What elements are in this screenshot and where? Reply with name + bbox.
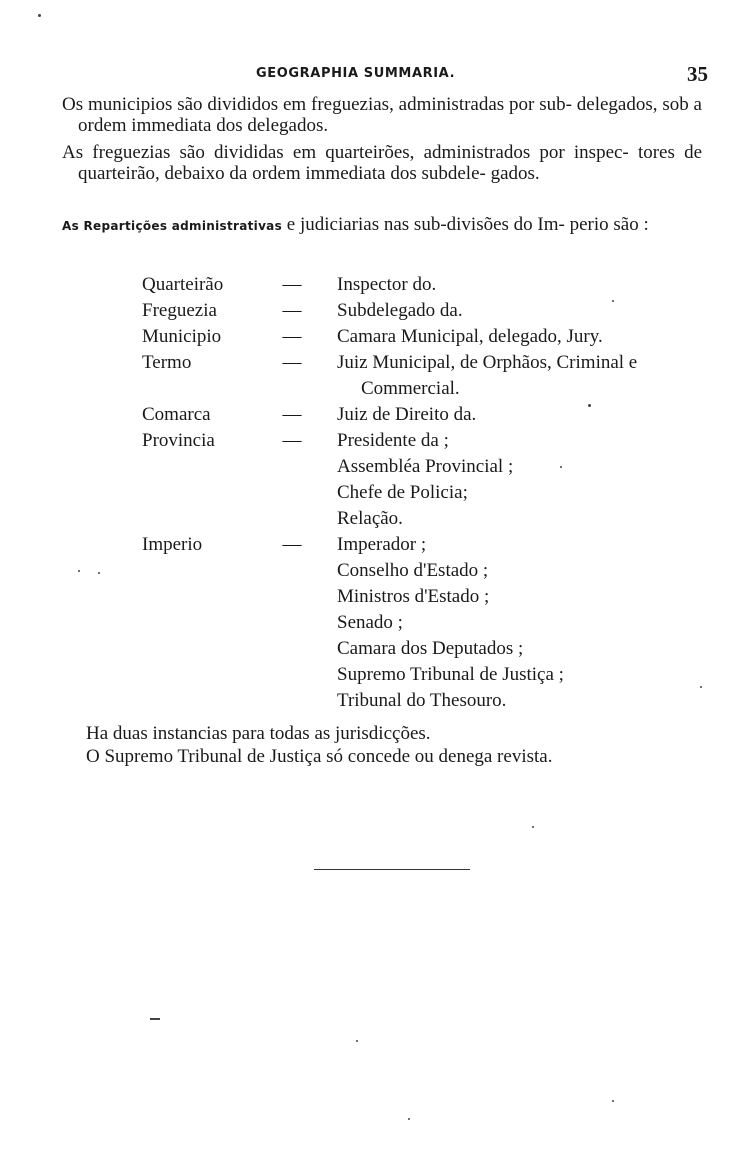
authority-item: Relação. [337,508,403,529]
paragraph-reparticoes [62,214,702,237]
paragraph-line [62,214,702,237]
paragraph-line [62,94,702,136]
print-speck [612,300,614,302]
authority-row [142,298,722,324]
print-speck [700,686,702,688]
print-speck [150,1018,160,1020]
em-dash: — [282,534,302,555]
authority-list [337,298,722,324]
print-speck [560,466,562,468]
authority-list [337,428,722,532]
authority-item: Presidente da ; [337,430,449,451]
section-lead: As Repartições administrativas [62,219,283,233]
print-speck [532,826,534,828]
paragraph-municipios [62,94,702,136]
jurisdiction-name: Freguezia [142,300,217,321]
authority-item: Imperador ; [337,534,427,555]
authority-row [142,428,722,532]
authority-list [337,324,722,350]
jurisdiction-name: Imperio [142,534,203,555]
em-dash: — [282,274,302,295]
print-speck [38,14,41,17]
jurisdiction-name: Comarca [142,404,211,425]
print-speck [612,1100,614,1102]
closing-notes [86,722,706,768]
running-head [60,64,710,86]
print-speck [408,1118,410,1120]
text-line: e judiciarias nas sub-divisões do Im- [282,214,565,235]
authority-item: Camara dos Deputados ; [337,638,524,659]
authority-item: Conselho d'Estado ; [337,560,489,581]
authority-row [142,532,722,714]
text-line: perio são : [569,214,649,235]
authority-table [142,272,722,714]
text-line: gados. [490,163,540,184]
authority-item: Supremo Tribunal de Justiça ; [337,664,564,685]
closing-line: O Supremo Tribunal de Justiça só concede ou denega revista. [86,746,553,767]
text-line: Os municipios são divididos em freguezias, administradas por sub- [62,94,572,115]
authority-item: Juiz Municipal, de Orphãos, Criminal e [337,352,638,373]
authority-row [142,324,722,350]
em-dash: — [282,404,302,425]
running-title: GEOGRAPHIA SUMMARIA. [256,66,456,81]
section-divider [314,869,470,870]
em-dash: — [282,300,302,321]
paragraph-freguezias [62,142,702,184]
authority-item: Juiz de Direito da. [337,404,477,425]
page-number: 35 [687,62,708,86]
em-dash: — [282,430,302,451]
print-speck [356,1040,358,1042]
jurisdiction-name: Quarteirão [142,274,224,295]
text-line: As freguezias são divididas em quarteirões, administrados por inspec- [62,142,629,163]
jurisdiction-name: Municipio [142,326,222,347]
authority-item: Tribunal do Thesouro. [337,690,507,711]
authority-list [337,532,722,714]
print-speck [78,570,80,572]
authority-item: Commercial. [361,378,460,399]
authority-item: Senado ; [337,612,403,633]
print-speck [588,404,591,407]
closing-line: Ha duas instancias para todas as jurisdicções. [86,723,431,744]
authority-item: Chefe de Policia; [337,482,468,503]
print-speck [98,572,100,574]
authority-item: Inspector do. [337,274,437,295]
authority-list [337,272,722,298]
text-line: tores de quarteirão, debaixo da ordem immediata dos subdele- [78,142,702,184]
jurisdiction-name: Termo [142,352,192,373]
authority-list [337,350,722,402]
authority-row [142,272,722,298]
em-dash: — [282,352,302,373]
authority-item: Camara Municipal, delegado, Jury. [337,326,603,347]
authority-row [142,402,722,428]
authority-row [142,350,722,402]
authority-list [337,402,722,428]
authority-item: Assembléa Provincial ; [337,456,514,477]
authority-item: Ministros d'Estado ; [337,586,490,607]
text-line: delegados, sob a ordem immediata dos delegados. [78,94,702,136]
authority-item: Subdelegado da. [337,300,463,321]
jurisdiction-name: Provincia [142,430,215,451]
em-dash: — [282,326,302,347]
paragraph-line [62,142,702,184]
